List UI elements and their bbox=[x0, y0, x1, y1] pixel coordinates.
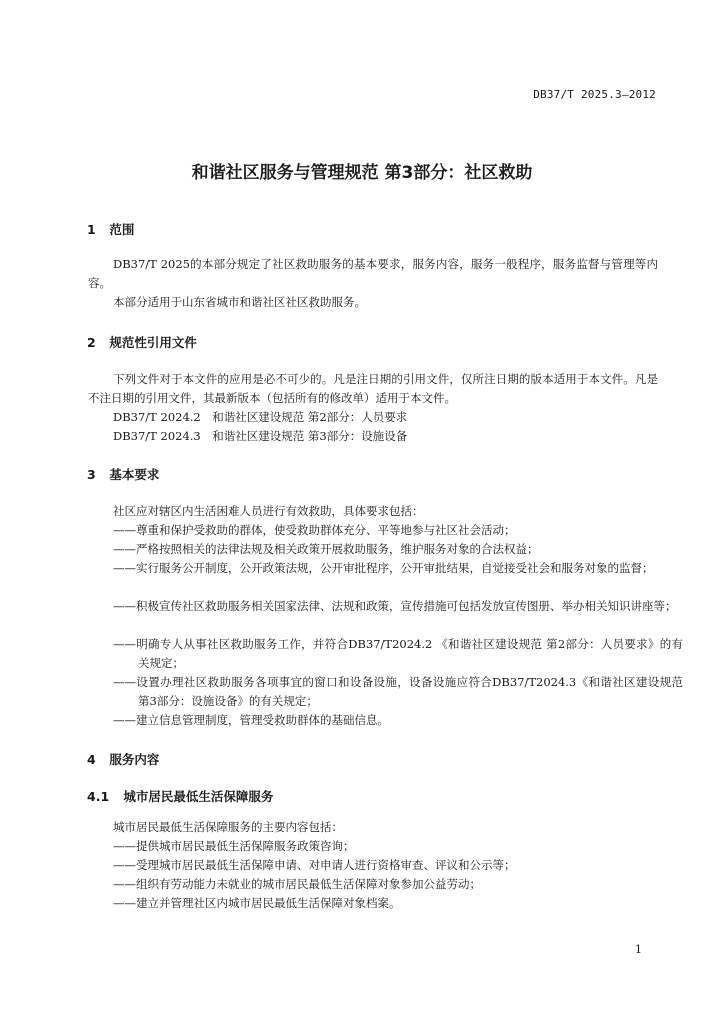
list-item: ——严格按照相关的法律法规及相关政策开展救助服务，维护服务对象的合法权益； bbox=[113, 542, 539, 556]
section-3-heading bbox=[87, 465, 159, 483]
list-item: ——组织有劳动能力未就业的城市居民最低生活保障对象参加公益劳动； bbox=[113, 877, 481, 891]
reference-item: DB37/T 2024.3 和谐社区建设规范 第3部分：设施设备 bbox=[113, 429, 408, 443]
section-number: 4 bbox=[87, 752, 96, 767]
section-2-heading bbox=[87, 333, 197, 351]
subsection-4-1-heading bbox=[87, 787, 273, 805]
list-item: ——明确专人从事社区救助服务工作，并符合DB37/T2024.2 《和谐社区建设规范 第2部分：人员要求》的有关规定； bbox=[113, 637, 683, 670]
page-number: 1 bbox=[635, 943, 642, 956]
list-item: ——积极宣传社区救助服务相关国家法律、法规和政策，宣传措施可包括发放宣传图册、举办相关知识讲座等； bbox=[113, 599, 677, 613]
references-paragraph: 下列文件对于本文件的应用是必不可少的。凡是注日期的引用文件，仅所注日期的版本适用于本文件。凡是不注日期的引用文件，其最新版本（包括所有的修改单）适用于本文件。 bbox=[88, 372, 658, 405]
list-item: ——受理城市居民最低生活保障申请、对申请人进行资格审查、评议和公示等； bbox=[113, 858, 516, 872]
list-item: ——建立信息管理制度，管理受救助群体的基础信息。 bbox=[113, 713, 389, 727]
scope-paragraph: DB37/T 2025的本部分规定了社区救助服务的基本要求，服务内容，服务一般程序，服务监督与管理等内容。 bbox=[88, 257, 658, 290]
list-item: ——提供城市居民最低生活保障服务政策咨询； bbox=[113, 839, 355, 853]
section-number: 1 bbox=[87, 222, 96, 237]
requirements-intro: 社区应对辖区内生活困难人员进行有效救助，具体要求包括： bbox=[113, 504, 424, 518]
document-title: 和谐社区服务与管理规范 第3部分：社区救助 bbox=[191, 163, 533, 183]
section-title: 规范性引用文件 bbox=[109, 335, 197, 350]
list-item: ——建立并管理社区内城市居民最低生活保障对象档案。 bbox=[113, 896, 401, 910]
section-title: 基本要求 bbox=[109, 467, 160, 482]
section-1-heading bbox=[87, 220, 134, 238]
document-code: DB37/T 2025.3—2012 bbox=[533, 88, 656, 101]
applicability-paragraph: 本部分适用于山东省城市和谐社区社区救助服务。 bbox=[113, 295, 366, 309]
list-item: ——设置办理社区救助服务各项事宜的窗口和设备设施，设备设施应符合DB37/T2024.3《和谐社区建设规范 第3部分：设施设备》的有关规定； bbox=[113, 675, 683, 708]
list-item: ——实行服务公开制度，公开政策法规，公开审批程序，公开审批结果，自觉接受社会和服务对象的监督； bbox=[113, 561, 654, 575]
section-title: 范围 bbox=[109, 222, 135, 237]
subsection-intro: 城市居民最低生活保障服务的主要内容包括： bbox=[113, 820, 343, 834]
section-title: 服务内容 bbox=[109, 752, 160, 767]
section-number: 2 bbox=[87, 335, 96, 350]
reference-item: DB37/T 2024.2 和谐社区建设规范 第2部分：人员要求 bbox=[113, 410, 408, 424]
subsection-number: 4.1 bbox=[87, 789, 110, 804]
list-item: ——尊重和保护受救助的群体，使受救助群体充分、平等地参与社区社会活动； bbox=[113, 523, 516, 537]
section-4-heading bbox=[87, 750, 159, 768]
subsection-title: 城市居民最低生活保障服务 bbox=[123, 789, 274, 804]
section-number: 3 bbox=[87, 467, 96, 482]
